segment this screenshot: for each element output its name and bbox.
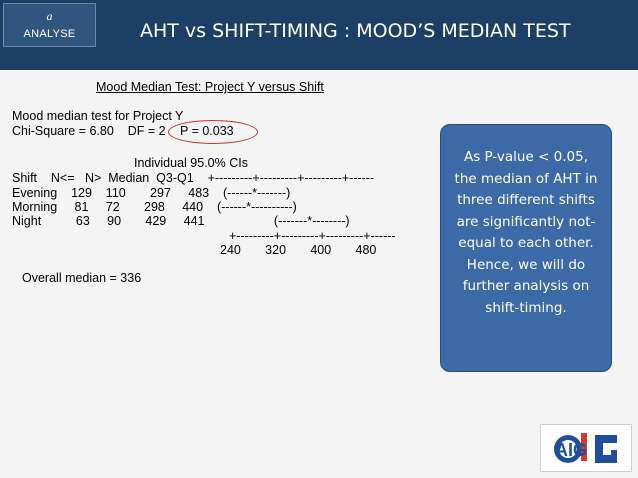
- company-logo: [540, 424, 632, 472]
- badge-letter: a: [46, 9, 53, 23]
- slide-title: AHT vs SHIFT-TIMING : MOOD’S MEDIAN TEST: [140, 20, 571, 42]
- table-row-morning: Morning 81 72 298 440 (------*----------): [12, 200, 297, 214]
- callout-text: As P-value < 0.05, the median of AHT in three different shifts are significantly not-equal to each other. Hence, we will do further analysis on shift-timing.: [454, 149, 598, 316]
- table-row-evening: Evening 129 110 297 483 (------*-------): [12, 186, 291, 200]
- ci-heading: Individual 95.0% CIs: [134, 156, 248, 170]
- chi-square-line: Chi-Square = 6.80 DF = 2: [12, 124, 166, 138]
- slide-header: [0, 0, 638, 70]
- overall-median: Overall median = 336: [22, 271, 142, 285]
- logo-text: AIG: [555, 440, 588, 460]
- output-heading: Mood Median Test: Project Y versus Shift: [96, 80, 324, 94]
- p-value-highlight: [168, 120, 258, 144]
- section-badge: [3, 3, 96, 47]
- badge-word: ANALYSE: [23, 28, 76, 40]
- table-header: Shift N<= N> Median Q3-Q1 +---------+---------+---------+------: [12, 171, 375, 185]
- logo-graphic: [541, 425, 631, 471]
- p-value: P = 0.033: [180, 124, 234, 138]
- axis-ticks: 240 320 400 480: [220, 243, 377, 257]
- table-row-night: Night 63 90 429 441 (-------*--------): [12, 214, 350, 228]
- conclusion-callout: [440, 124, 612, 372]
- axis-line: +---------+---------+---------+------: [229, 229, 396, 243]
- output-line-project: Mood median test for Project Y: [12, 109, 184, 123]
